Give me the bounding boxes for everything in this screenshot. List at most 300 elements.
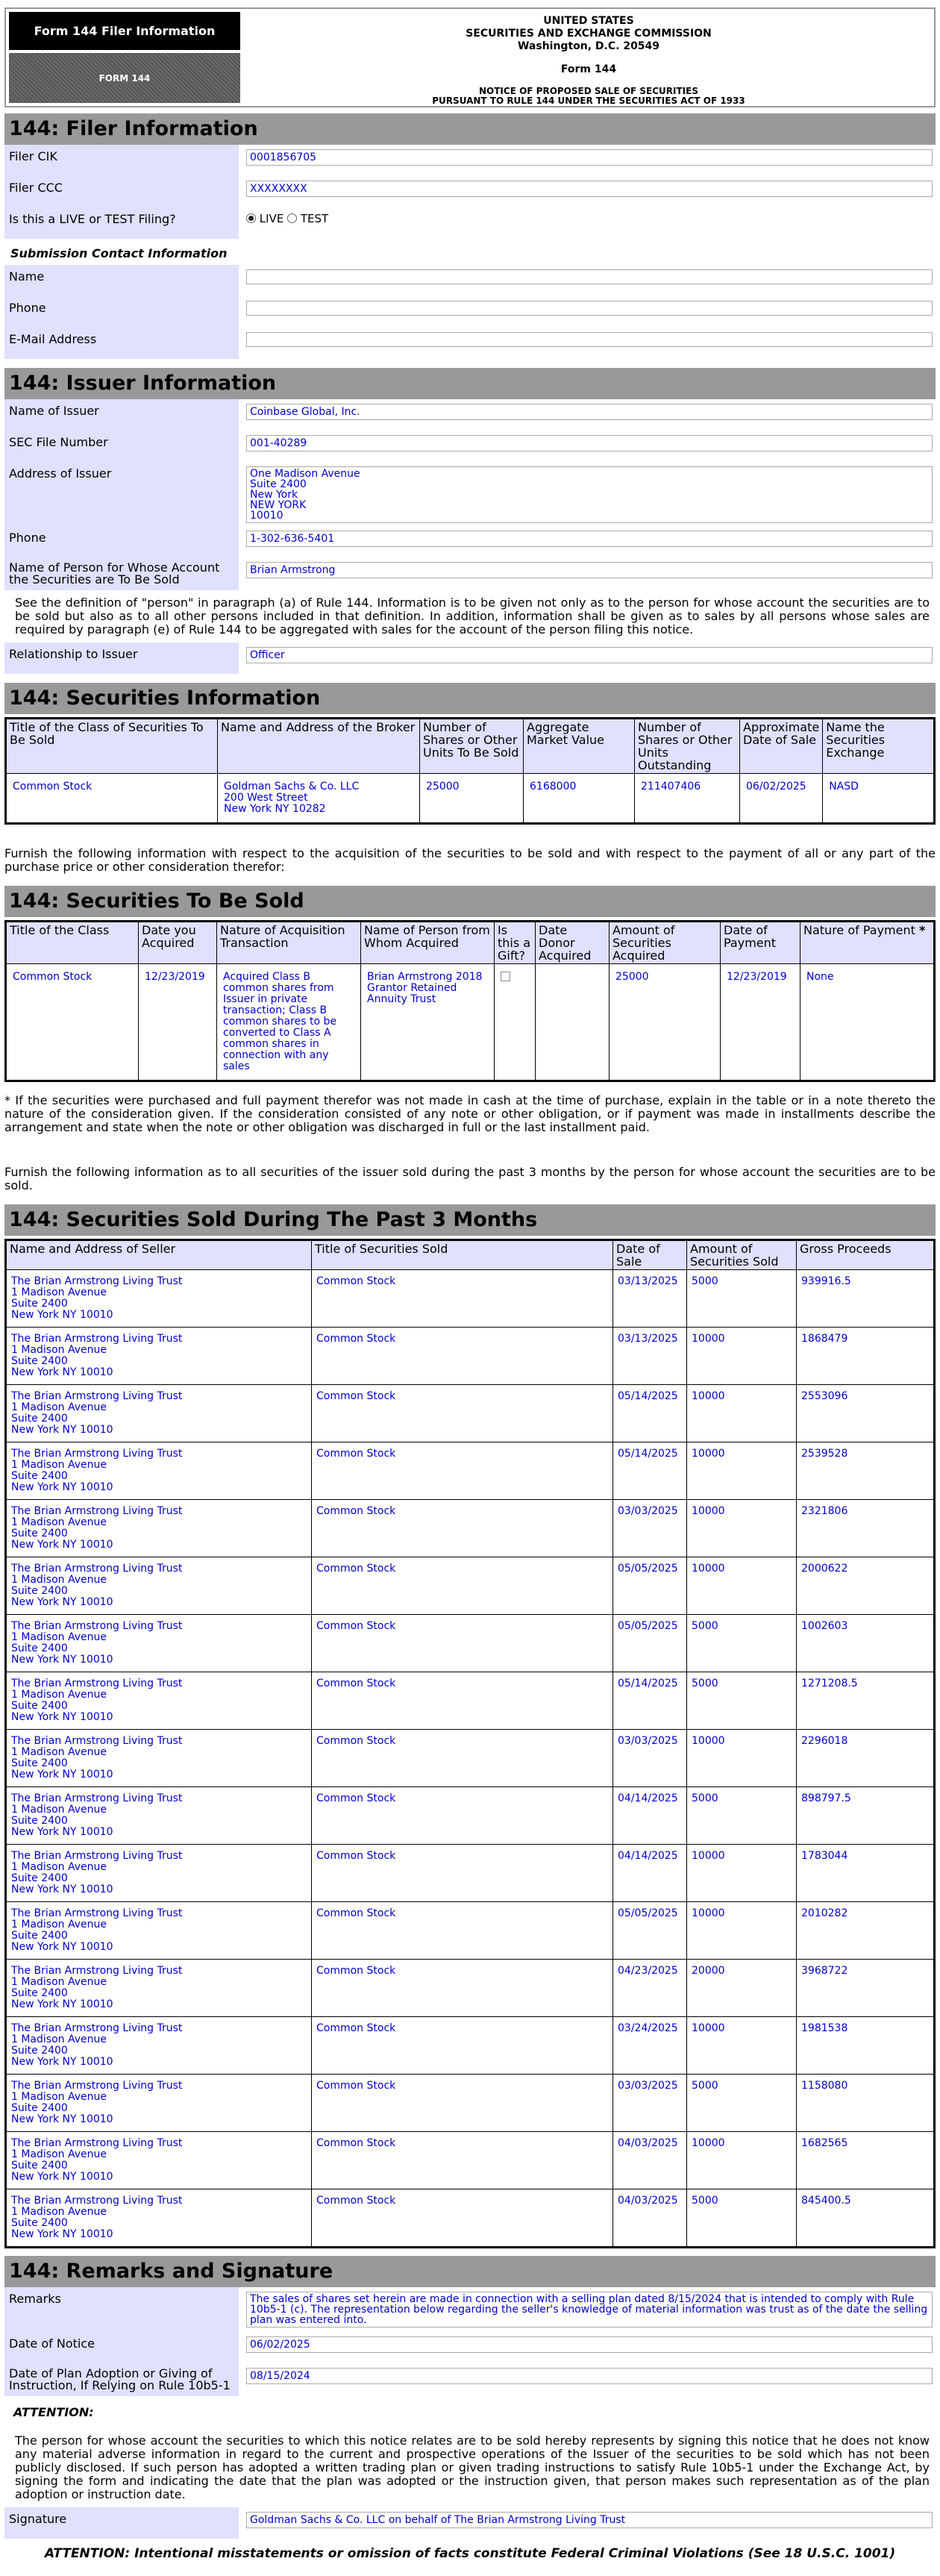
contact-heading: Submission Contact Information xyxy=(10,246,228,260)
seller-line: New York NY 10010 xyxy=(11,1883,113,1895)
cell: NASD xyxy=(823,774,935,824)
cell xyxy=(6,2017,312,2075)
row-relationship xyxy=(4,643,936,674)
row-contact-name xyxy=(4,265,936,296)
seller-line: 1 Madison Avenue xyxy=(11,2091,107,2103)
table-row xyxy=(6,1557,935,1615)
seller-line: The Brian Armstrong Living Trust xyxy=(11,2137,183,2149)
plan-date-field[interactable]: 08/15/2024 xyxy=(246,2368,933,2384)
seller-line: 1 Madison Avenue xyxy=(11,1689,107,1701)
date-notice-field[interactable]: 06/02/2025 xyxy=(246,2336,933,2353)
header-left xyxy=(9,12,240,103)
seller-line: Suite 2400 xyxy=(11,1585,68,1597)
cell: Common Stock xyxy=(312,1960,613,2017)
cell: Common Stock xyxy=(312,1442,613,1500)
cell: 845400.5 xyxy=(797,2189,935,2248)
column-header: Nature of Acquisition Transaction xyxy=(217,922,361,964)
test-radio[interactable] xyxy=(287,213,297,223)
seller-line: 1 Madison Avenue xyxy=(11,1861,107,1873)
seller-line: The Brian Armstrong Living Trust xyxy=(11,2080,183,2092)
table-row xyxy=(6,1442,935,1500)
cell: Acquired Class B common shares from Issuer in private transaction; Class B common shares to be converted to Class A common shares in connection with any sales xyxy=(217,964,361,1081)
broker-line: 200 West Street xyxy=(224,792,308,804)
cell: 6168000 xyxy=(524,774,635,824)
cell: 2010282 xyxy=(797,1902,935,1960)
cell: 25000 xyxy=(420,774,524,824)
table-row xyxy=(6,2189,935,2248)
broker-line: New York NY 10282 xyxy=(224,803,326,815)
cell: 05/14/2025 xyxy=(613,1442,687,1500)
row-remarks xyxy=(4,2287,936,2332)
address-line: NEW YORK xyxy=(250,499,307,511)
cell: 05/05/2025 xyxy=(613,1902,687,1960)
header-line: NOTICE OF PROPOSED SALE OF SECURITIES xyxy=(479,86,698,96)
seller-line: Suite 2400 xyxy=(11,1355,68,1367)
seller-line: New York NY 10010 xyxy=(11,1366,113,1378)
cell: None xyxy=(800,964,935,1081)
table-row xyxy=(6,1672,935,1730)
label: Address of Issuer xyxy=(4,462,239,526)
table-row xyxy=(6,774,935,824)
cell xyxy=(6,1385,312,1442)
table-row xyxy=(6,2075,935,2132)
seller-line: Suite 2400 xyxy=(11,1413,68,1425)
header-line: Form 144 xyxy=(560,63,617,75)
cell: Common Stock xyxy=(312,1845,613,1902)
seller-line: 1 Madison Avenue xyxy=(11,1401,107,1413)
seller-line: The Brian Armstrong Living Trust xyxy=(11,1850,183,1862)
cell: 04/14/2025 xyxy=(613,1845,687,1902)
cell xyxy=(6,1845,312,1902)
table-row xyxy=(6,1845,935,1902)
column-header: Number of Shares or Other Units Outstanding xyxy=(635,719,740,774)
column-header: Name and Address of the Broker xyxy=(218,719,420,774)
label: Remarks xyxy=(4,2287,239,2332)
cell: 04/14/2025 xyxy=(613,1787,687,1845)
column-header: Number of Shares or Other Units To Be Sold xyxy=(420,719,524,774)
seller-line: Suite 2400 xyxy=(11,1642,68,1654)
seller-line: 1 Madison Avenue xyxy=(11,1746,107,1758)
cell xyxy=(6,1672,312,1730)
seller-line: 1 Madison Avenue xyxy=(11,2148,107,2160)
cell: 10000 xyxy=(687,1845,797,1902)
label: Phone xyxy=(4,526,239,557)
remarks-field[interactable]: The sales of shares set herein are made in connection with a selling plan dated 8/15/2024 that is intended to comply with Rule 10b5-1 (c). The representation below regarding the seller's knowledge of material information was trust as of the date the selling plan was entered into. xyxy=(246,2292,933,2328)
cell: 03/03/2025 xyxy=(613,1500,687,1557)
label: Name xyxy=(4,265,239,296)
table-row xyxy=(6,1270,935,1328)
address-line: Suite 2400 xyxy=(250,478,307,490)
seller-line: New York NY 10010 xyxy=(11,1769,113,1781)
filer-ccc-field[interactable]: XXXXXXXX xyxy=(246,181,933,197)
label: Filer CCC xyxy=(4,176,239,207)
cell xyxy=(6,1615,312,1672)
cell: 5000 xyxy=(687,1787,797,1845)
cell: Common Stock xyxy=(312,1385,613,1442)
seller-line: Suite 2400 xyxy=(11,1815,68,1827)
broker-line: Goldman Sachs & Co. LLC xyxy=(224,781,360,793)
row-issuer-phone xyxy=(4,526,936,557)
column-header: Date of Payment xyxy=(721,922,800,964)
cell: 05/05/2025 xyxy=(613,1557,687,1615)
header-line: UNITED STATES xyxy=(543,15,634,27)
cell: Common Stock xyxy=(312,1270,613,1328)
cell: 5000 xyxy=(687,1615,797,1672)
address-line: One Madison Avenue xyxy=(250,468,360,480)
person-field[interactable]: Brian Armstrong xyxy=(246,562,933,578)
label: Date of Notice xyxy=(4,2332,239,2363)
cell: 10000 xyxy=(687,1557,797,1615)
furnish-text-2: Furnish the following information as to all securities of the issuer sold during the past 3 months by the person for whose account the securities are to be sold. xyxy=(4,1165,936,1192)
row-person xyxy=(4,557,936,590)
label: Name of Person for Whose Account the Securities are To Be Sold xyxy=(4,557,239,590)
section-title-securities-info: 144: Securities Information xyxy=(4,683,936,714)
section-title-to-be-sold: 144: Securities To Be Sold xyxy=(4,886,936,917)
row-date-notice xyxy=(4,2332,936,2363)
seller-line: The Brian Armstrong Living Trust xyxy=(11,1907,183,1919)
seller-line: Suite 2400 xyxy=(11,1987,68,1999)
cell: 1981538 xyxy=(797,2017,935,2075)
header-right xyxy=(243,9,934,106)
row-issuer-name xyxy=(4,399,936,431)
cell: 25000 xyxy=(610,964,721,1081)
cell: 03/24/2025 xyxy=(613,2017,687,2075)
label: Name of Issuer xyxy=(4,399,239,431)
cell: Common Stock xyxy=(312,2017,613,2075)
cell: 05/14/2025 xyxy=(613,1672,687,1730)
cell: 1158080 xyxy=(797,2075,935,2132)
row-issuer-address xyxy=(4,462,936,526)
seller-line: Suite 2400 xyxy=(11,1930,68,1942)
seller-line: New York NY 10010 xyxy=(11,1998,113,2010)
seller-line: 1 Madison Avenue xyxy=(11,1631,107,1643)
sold-table-body xyxy=(6,1270,935,2248)
cell xyxy=(6,1500,312,1557)
seller-line: The Brian Armstrong Living Trust xyxy=(11,1333,183,1345)
table-row xyxy=(6,964,935,1081)
cell: 10000 xyxy=(687,1902,797,1960)
footnote-text: * If the securities were purchased and full payment therefor was not made in cash at the time of purchase, explain in the table or in a note thereto the nature of the consideration given. If the consideration consisted of any note or other obligation, or if payment was made in installments describe the arrangement and state when the note or other obligation was discharged in full or the last installment paid. xyxy=(4,1093,936,1134)
cell: Common Stock xyxy=(6,964,139,1081)
sec-file-field[interactable]: 001-40289 xyxy=(246,435,933,451)
cell: Common Stock xyxy=(312,1902,613,1960)
column-header: Amount of Securities Acquired xyxy=(610,922,721,964)
seller-line: The Brian Armstrong Living Trust xyxy=(11,1620,183,1632)
header-line: SECURITIES AND EXCHANGE COMMISSION xyxy=(466,28,712,40)
seller-line: The Brian Armstrong Living Trust xyxy=(11,1275,183,1287)
section-title-remarks: 144: Remarks and Signature xyxy=(4,2256,936,2287)
row-signature xyxy=(4,2507,936,2539)
table-row xyxy=(6,1902,935,1960)
seller-line: 1 Madison Avenue xyxy=(11,1344,107,1356)
cell: 939916.5 xyxy=(797,1270,935,1328)
cell: 04/03/2025 xyxy=(613,2132,687,2189)
form-header xyxy=(4,7,936,107)
cell: 03/03/2025 xyxy=(613,2075,687,2132)
cell xyxy=(6,1442,312,1500)
cell xyxy=(6,1557,312,1615)
seller-line: New York NY 10010 xyxy=(11,1539,113,1551)
cell: 2553096 xyxy=(797,1385,935,1442)
seller-line: New York NY 10010 xyxy=(11,1481,113,1493)
table-row xyxy=(6,1500,935,1557)
seller-line: Suite 2400 xyxy=(11,1700,68,1712)
seller-line: New York NY 10010 xyxy=(11,2228,113,2240)
live-label: LIVE xyxy=(259,212,284,225)
row-contact-phone xyxy=(4,296,936,328)
section-title-issuer: 144: Issuer Information xyxy=(4,368,936,399)
issuer-address-field[interactable] xyxy=(246,466,933,523)
cell: Common Stock xyxy=(6,774,218,824)
label: Date of Plan Adoption or Giving of Instruction, If Relying on Rule 10b5-1 xyxy=(4,2363,239,2396)
seller-line: Suite 2400 xyxy=(11,2160,68,2172)
row-filer-ccc xyxy=(4,176,936,207)
label: Phone xyxy=(4,296,239,328)
cell xyxy=(6,1902,312,1960)
form-subtitle-box: FORM 144 xyxy=(9,53,240,103)
table-row xyxy=(6,2132,935,2189)
header-line: PURSUANT TO RULE 144 UNDER THE SECURITIES ACT OF 1933 xyxy=(432,96,745,106)
cell: 1868479 xyxy=(797,1328,935,1385)
cell: 03/03/2025 xyxy=(613,1730,687,1787)
table-row xyxy=(6,1385,935,1442)
column-header: Name of Person from Whom Acquired xyxy=(361,922,495,964)
table-row xyxy=(6,2017,935,2075)
section-title-sold: 144: Securities Sold During The Past 3 Months xyxy=(4,1204,936,1236)
seller-line: Suite 2400 xyxy=(11,2217,68,2229)
asterisk: * xyxy=(919,923,926,937)
row-sec-file xyxy=(4,431,936,462)
cell: Common Stock xyxy=(312,2189,613,2248)
cell: Common Stock xyxy=(312,1500,613,1557)
column-header: Title of the Class of Securities To Be Sold xyxy=(6,719,218,774)
column-header: Aggregate Market Value xyxy=(524,719,635,774)
seller-line: The Brian Armstrong Living Trust xyxy=(11,1965,183,1977)
cell: Common Stock xyxy=(312,1730,613,1787)
seller-line: The Brian Armstrong Living Trust xyxy=(11,1792,183,1804)
cell: 04/03/2025 xyxy=(613,2189,687,2248)
cell xyxy=(495,964,536,1081)
cell: 898797.5 xyxy=(797,1787,935,1845)
to-be-sold-table xyxy=(4,920,936,1082)
label: Is this a LIVE or TEST Filing? xyxy=(4,207,239,239)
table-row xyxy=(6,1730,935,1787)
cell xyxy=(218,774,420,824)
header-text: Nature of Payment xyxy=(803,923,915,937)
seller-line: Suite 2400 xyxy=(11,1298,68,1310)
seller-line: The Brian Armstrong Living Trust xyxy=(11,1563,183,1575)
seller-line: 1 Madison Avenue xyxy=(11,1976,107,1988)
cell: Common Stock xyxy=(312,1615,613,1672)
row-live-test xyxy=(4,207,936,239)
seller-line: New York NY 10010 xyxy=(11,1596,113,1608)
section-title-filer: 144: Filer Information xyxy=(4,113,936,145)
cell: Common Stock xyxy=(312,2132,613,2189)
cell: 10000 xyxy=(687,1500,797,1557)
column-header: Name and Address of Seller xyxy=(6,1240,312,1270)
cell: 5000 xyxy=(687,2075,797,2132)
table-row xyxy=(6,1328,935,1385)
row-filer-cik xyxy=(4,145,936,176)
cell: Common Stock xyxy=(312,2075,613,2132)
cell: 10000 xyxy=(687,1328,797,1385)
cell: 12/23/2019 xyxy=(139,964,217,1081)
cell: 5000 xyxy=(687,1270,797,1328)
attention-text: The person for whose account the securities to which this notice relates are to be sold hereby represents by signing this notice that he does not know any material adverse information in regard to the current and prospective operations of the Issuer of the securities to be sold which has not been publicly disclosed. If such person has adopted a written trading plan or given trading instructions to satisfy Rule 10b5-1 under the Exchange Act, by signing the form and indicating the date that the plan was adopted or the instruction given, that person makes such representation as of the plan adoption or instruction date. xyxy=(15,2433,930,2501)
cell: 10000 xyxy=(687,2132,797,2189)
column-header xyxy=(800,922,935,964)
seller-line: The Brian Armstrong Living Trust xyxy=(11,2022,183,2034)
seller-line: The Brian Armstrong Living Trust xyxy=(11,1505,183,1517)
seller-line: Suite 2400 xyxy=(11,1757,68,1769)
cell xyxy=(6,1960,312,2017)
contact-name-field[interactable] xyxy=(246,269,933,284)
seller-line: Suite 2400 xyxy=(11,1528,68,1539)
column-header: Date you Acquired xyxy=(139,922,217,964)
seller-line: New York NY 10010 xyxy=(11,1941,113,1953)
cell: 3968722 xyxy=(797,1960,935,2017)
final-warning: ATTENTION: Intentional misstatements or omission of facts constitute Federal Criminal Violations (See 18 U.S.C. 1001) xyxy=(44,2546,896,2561)
definition-text: See the definition of "person" in paragraph (a) of Rule 144. Information is to be given not only as to the person for whose account the securities are to be sold but also as to all other persons included in that definition. In addition, information shall be given as to sales by all persons whose sales are required by paragraph (e) of Rule 144 to be aggregated with sales for the account of the person filing this notice. xyxy=(15,595,930,637)
label: Filer CIK xyxy=(4,145,239,176)
cell xyxy=(6,2189,312,2248)
column-header: Date of Sale xyxy=(613,1240,687,1270)
seller-line: 1 Madison Avenue xyxy=(11,1459,107,1471)
cell: 2296018 xyxy=(797,1730,935,1787)
cell xyxy=(6,1270,312,1328)
seller-line: Suite 2400 xyxy=(11,2045,68,2057)
row-contact-email xyxy=(4,328,936,359)
cell: 1002603 xyxy=(797,1615,935,1672)
column-header: Approximate Date of Sale xyxy=(740,719,823,774)
seller-line: New York NY 10010 xyxy=(11,1826,113,1838)
row-plan-date xyxy=(4,2363,936,2396)
cell: 05/14/2025 xyxy=(613,1385,687,1442)
cell: 1271208.5 xyxy=(797,1672,935,1730)
cell: 04/23/2025 xyxy=(613,1960,687,2017)
seller-line: The Brian Armstrong Living Trust xyxy=(11,1448,183,1460)
seller-line: New York NY 10010 xyxy=(11,2113,113,2125)
cell: Common Stock xyxy=(312,1672,613,1730)
contact-phone-field[interactable] xyxy=(246,301,933,316)
table-row xyxy=(6,1787,935,1845)
seller-line: 1 Madison Avenue xyxy=(11,2206,107,2218)
column-header: Name the Securities Exchange xyxy=(823,719,935,774)
issuer-name-field[interactable]: Coinbase Global, Inc. xyxy=(246,404,933,420)
relationship-field[interactable]: Officer xyxy=(246,647,933,663)
cell xyxy=(6,1328,312,1385)
seller-line: New York NY 10010 xyxy=(11,1424,113,1436)
contact-email-field[interactable] xyxy=(246,332,933,347)
seller-line: New York NY 10010 xyxy=(11,1309,113,1321)
attention-heading: ATTENTION: xyxy=(13,2405,94,2419)
seller-line: The Brian Armstrong Living Trust xyxy=(11,1390,183,1402)
cell: 2321806 xyxy=(797,1500,935,1557)
cell: Common Stock xyxy=(312,1557,613,1615)
column-header: Title of the Class xyxy=(6,922,139,964)
sold-table xyxy=(4,1239,936,2248)
cell: Brian Armstrong 2018 Grantor Retained Annuity Trust xyxy=(361,964,495,1081)
signature-field[interactable]: Goldman Sachs & Co. LLC on behalf of The Brian Armstrong Living Trust xyxy=(246,2512,933,2528)
cell: 2539528 xyxy=(797,1442,935,1500)
column-header: Amount of Securities Sold xyxy=(687,1240,797,1270)
cell xyxy=(6,2075,312,2132)
cell: 03/13/2025 xyxy=(613,1328,687,1385)
form-title-box: Form 144 Filer Information xyxy=(9,12,240,50)
seller-line: Suite 2400 xyxy=(11,2102,68,2114)
seller-line: New York NY 10010 xyxy=(11,1711,113,1723)
furnish-text-1: Furnish the following information with respect to the acquisition of the securities to be sold and with respect to the payment of all or any part of the purchase price or other consideration therefor: xyxy=(4,846,936,874)
cell: 10000 xyxy=(687,1385,797,1442)
seller-line: Suite 2400 xyxy=(11,1872,68,1884)
cell: Common Stock xyxy=(312,1787,613,1845)
seller-line: 1 Madison Avenue xyxy=(11,1287,107,1298)
table-row xyxy=(6,1615,935,1672)
cell: 5000 xyxy=(687,2189,797,2248)
label: SEC File Number xyxy=(4,431,239,462)
cell xyxy=(6,1787,312,1845)
address-line: 10010 xyxy=(250,510,283,522)
cell: 06/02/2025 xyxy=(740,774,823,824)
cell: 12/23/2019 xyxy=(721,964,800,1081)
seller-line: The Brian Armstrong Living Trust xyxy=(11,1735,183,1747)
seller-line: 1 Madison Avenue xyxy=(11,1919,107,1931)
cell: 5000 xyxy=(687,1672,797,1730)
column-header: Title of Securities Sold xyxy=(312,1240,613,1270)
seller-line: The Brian Armstrong Living Trust xyxy=(11,2195,183,2207)
seller-line: 1 Madison Avenue xyxy=(11,1574,107,1586)
cell: 10000 xyxy=(687,1730,797,1787)
cell: 05/05/2025 xyxy=(613,1615,687,1672)
cell xyxy=(536,964,610,1081)
seller-line: New York NY 10010 xyxy=(11,2056,113,2068)
address-line: New York xyxy=(250,489,298,501)
securities-info-table xyxy=(4,717,936,825)
column-header: Date Donor Acquired xyxy=(536,922,610,964)
seller-line: 1 Madison Avenue xyxy=(11,1516,107,1528)
seller-line: The Brian Armstrong Living Trust xyxy=(11,1678,183,1689)
issuer-phone-field[interactable]: 1-302-636-5401 xyxy=(246,531,933,547)
seller-line: New York NY 10010 xyxy=(11,1654,113,1666)
header-line: Washington, D.C. 20549 xyxy=(517,40,660,52)
seller-line: Suite 2400 xyxy=(11,1470,68,1482)
cell: 20000 xyxy=(687,1960,797,2017)
seller-line: 1 Madison Avenue xyxy=(11,2033,107,2045)
cell: 211407406 xyxy=(635,774,740,824)
cell: Common Stock xyxy=(312,1328,613,1385)
cell: 03/13/2025 xyxy=(613,1270,687,1328)
table-row xyxy=(6,1960,935,2017)
cell: 2000622 xyxy=(797,1557,935,1615)
cell xyxy=(6,2132,312,2189)
live-radio[interactable] xyxy=(246,213,256,223)
cell: 10000 xyxy=(687,1442,797,1500)
column-header: Gross Proceeds xyxy=(797,1240,935,1270)
seller-line: 1 Madison Avenue xyxy=(11,1804,107,1816)
label: E-Mail Address xyxy=(4,328,239,359)
label: Relationship to Issuer xyxy=(4,643,239,674)
filer-cik-field[interactable]: 0001856705 xyxy=(246,149,933,166)
cell: 1682565 xyxy=(797,2132,935,2189)
cell: 10000 xyxy=(687,2017,797,2075)
cell: 1783044 xyxy=(797,1845,935,1902)
column-header: Is this a Gift? xyxy=(495,922,536,964)
cell xyxy=(6,1730,312,1787)
label: Signature xyxy=(4,2507,239,2539)
seller-line: New York NY 10010 xyxy=(11,2171,113,2183)
test-label: TEST xyxy=(300,212,329,225)
gift-checkbox[interactable] xyxy=(501,972,510,981)
